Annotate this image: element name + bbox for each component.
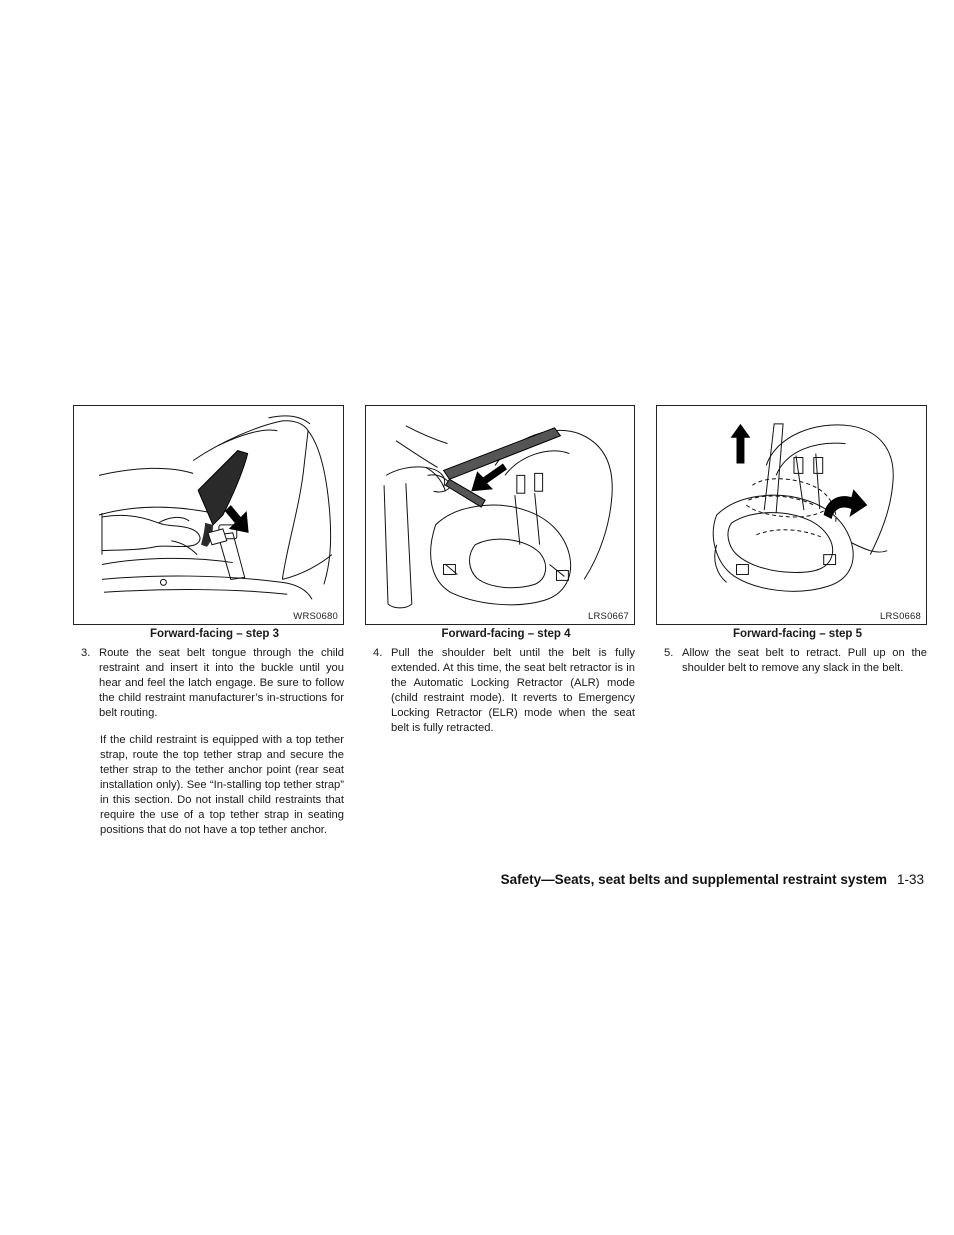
figure-code: LRS0667 xyxy=(587,611,629,622)
figure-caption: Forward-facing – step 3 xyxy=(149,628,280,640)
illustration-step-5 xyxy=(656,405,927,625)
shoulder-belt-illustration xyxy=(366,406,634,624)
page-footer xyxy=(501,872,924,887)
step-item xyxy=(73,646,344,721)
column-step-5 xyxy=(656,405,927,676)
column-step-3 xyxy=(73,405,344,838)
figure-code: LRS0668 xyxy=(879,611,921,622)
figure-caption: Forward-facing – step 4 xyxy=(441,628,571,640)
figure-caption: Forward-facing – step 5 xyxy=(732,628,863,640)
step-number: 3. xyxy=(81,647,91,659)
step-text: Pull the shoulder belt until the belt is fully extended. At this time, the seat belt retractor is in the Automatic Locking Retractor (ALR) mode (child restraint mode). It reverts to Emergency Locking Retractor (ELR) mode when the seat belt is fully retracted. xyxy=(391,647,635,734)
column-step-4 xyxy=(365,405,635,736)
step-item xyxy=(656,646,927,676)
step-item xyxy=(365,646,635,736)
section-title: Safety—Seats, seat belts and supplemental restraint system xyxy=(500,872,887,887)
step-number: 5. xyxy=(664,647,674,659)
buckle-illustration xyxy=(74,406,343,624)
retract-belt-illustration xyxy=(657,406,926,624)
illustration-step-3 xyxy=(73,405,344,625)
step-text: Allow the seat belt to retract. Pull up on the shoulder belt to remove any slack in the belt. xyxy=(682,647,927,674)
tether-note-paragraph: If the child restraint is equipped with a top tether strap, route the top tether strap and secure the tether strap to the tether anchor point (rear seat installation only). See “In-stalling top tether strap” in this section. Do not install child restraints that require the use of a top tether strap in seating positions that do not have a top tether anchor. xyxy=(100,734,344,836)
illustration-step-4 xyxy=(365,405,635,625)
step-number: 4. xyxy=(373,647,383,659)
figure-code: WRS0680 xyxy=(293,611,338,622)
page-number: 1-33 xyxy=(896,872,924,887)
step-text: Route the seat belt tongue through the child restraint and insert it into the buckle until you hear and feel the latch engage. Be sure to follow the child restraint manufacturer’s in-structions for belt routing. xyxy=(99,647,344,719)
